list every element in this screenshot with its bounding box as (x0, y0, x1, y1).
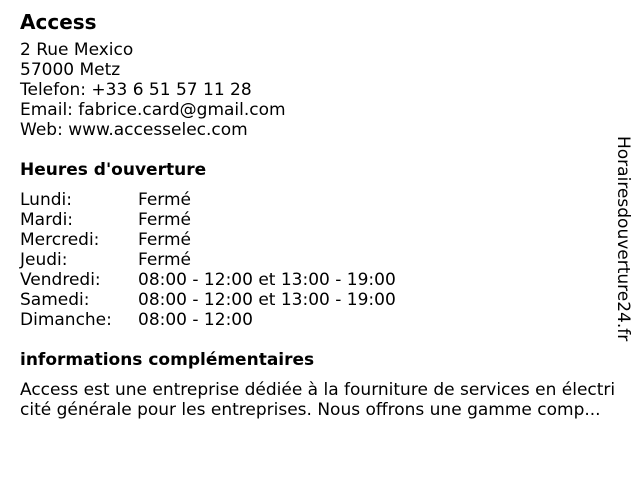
hours-row (20, 270, 620, 290)
info-title: informations complémentaires (20, 350, 315, 370)
day-label: Vendredi: (20, 270, 101, 290)
day-label: Jeudi: (20, 250, 68, 270)
day-hours: Fermé (138, 210, 192, 230)
hours-row (20, 310, 620, 330)
day-hours: 08:00 - 12:00 et 13:00 - 19:00 (138, 270, 396, 290)
business-name: Access (20, 10, 97, 34)
site-watermark: Horairesdouverture24.fr (613, 136, 633, 342)
day-hours: Fermé (138, 230, 192, 250)
business-card (20, 10, 620, 420)
hours-title: Heures d'ouverture (20, 160, 207, 180)
day-hours: Fermé (138, 190, 192, 210)
day-label: Mardi: (20, 210, 74, 230)
day-label: Mercredi: (20, 230, 100, 250)
day-label: Samedi: (20, 290, 90, 310)
hours-table (20, 190, 620, 330)
day-hours: 08:00 - 12:00 et 13:00 - 19:00 (138, 290, 396, 310)
info-description: Access est une entreprise dédiée à la fourniture de services en électricité générale pour les entreprises. Nous offrons une gamme comp... (20, 380, 616, 420)
phone-text: Telefon: +33 6 51 57 11 28 (20, 80, 252, 100)
day-label: Lundi: (20, 190, 72, 210)
email-text: Email: fabrice.card@gmail.com (20, 100, 286, 120)
day-hours: 08:00 - 12:00 (138, 310, 253, 330)
hours-row (20, 210, 620, 230)
address-line-2: 57000 Metz (20, 60, 121, 80)
day-label: Dimanche: (20, 310, 112, 330)
day-hours: Fermé (138, 250, 192, 270)
hours-row (20, 250, 620, 270)
address-line-1: 2 Rue Mexico (20, 40, 134, 60)
hours-row (20, 190, 620, 210)
hours-row (20, 230, 620, 250)
hours-row (20, 290, 620, 310)
web-text: Web: www.accesselec.com (20, 120, 248, 140)
